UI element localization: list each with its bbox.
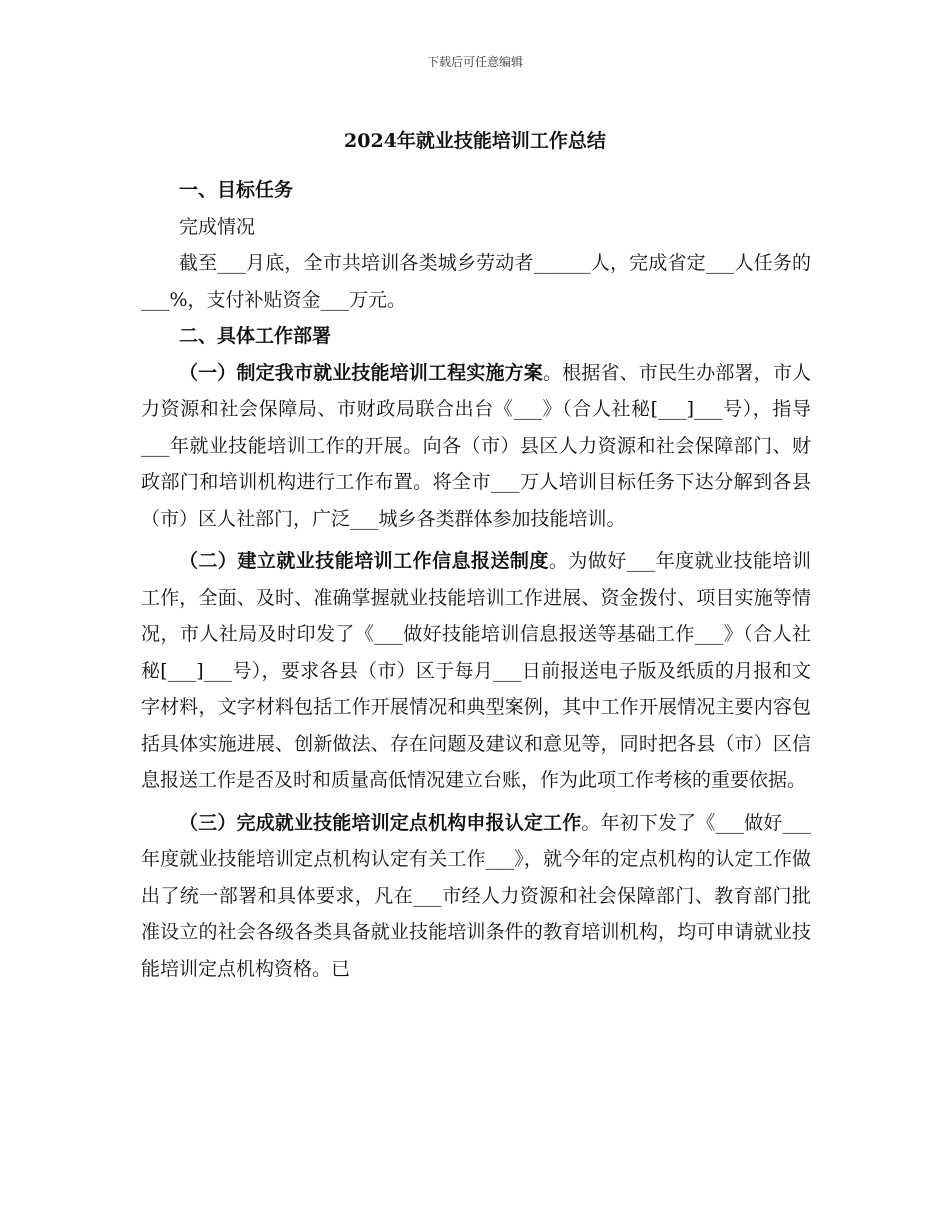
paragraph-3-lead: （三）完成就业技能培训定点机构申报认定工作 [179, 811, 582, 834]
paragraph-2-lead: （二）建立就业技能培训工作信息报送制度 [179, 550, 549, 572]
subheading-completion: 完成情况 [179, 215, 256, 238]
header-note: 下载后可任意编辑 [426, 55, 523, 69]
paragraph-1-lead: （一）制定我市就业技能培训工程实施方案 [179, 361, 543, 384]
paragraph-1-body: 。根据省、市民生办部署，市人力资源和社会保障局、市财政局联合出台《___》（合人社秘[___]___号），指导___年就业技能培训工作的开展。向各（市）县区人力资源和社会保障部门、财政部门和培训机构进行工作布置。将全市___万人培训目标任务下达分解到各县（市）区人社部门，广泛___城乡各类群体参加技能培训。 [141, 361, 811, 530]
paragraph-2 [141, 543, 811, 799]
paragraph-target-stats: 截至___月底，全市共培训各类城乡劳动者______人，完成省定___人任务的___%，支付补贴资金___万元。 [141, 252, 811, 311]
paragraph-1 [141, 355, 811, 538]
document-title: 2024年就业技能培训工作总结 [344, 130, 606, 152]
paragraph-3 [141, 805, 811, 988]
paragraph-3-body: 。年初下发了《___做好___年度就业技能培训定点机构认定有关工作___》，就今年的定点机构的认定工作做出了统一部署和具体要求，凡在___市经人力资源和社会保障部门、教育部门批准设立的社会各级各类具备就业技能培训条件的教育培训机构，均可申请就业技能培训定点机构资格。已 [141, 811, 811, 980]
section-heading-2: 二、具体工作部署 [179, 325, 332, 347]
section-heading-1: 一、目标任务 [179, 179, 294, 201]
paragraph-2-body: 。为做好___年度就业技能培训工作，全面、及时、准确掌握就业技能培训工作进展、资金拨付、项目实施等情况，市人社局及时印发了《___做好技能培训信息报送等基础工作___》（合人社秘[___]___号），要求各县（市）区于每月___日前报送电子版及纸质的月报和文字材料，文字材料包括工作开展情况和典型案例，其中工作开展情况主要内容包括具体实施进展、创新做法、存在问题及建议和意见等，同时把各县（市）区信息报送工作是否及时和质量高低情况建立台账，作为此项工作考核的重要依据。 [141, 550, 811, 791]
document-body [141, 172, 811, 987]
